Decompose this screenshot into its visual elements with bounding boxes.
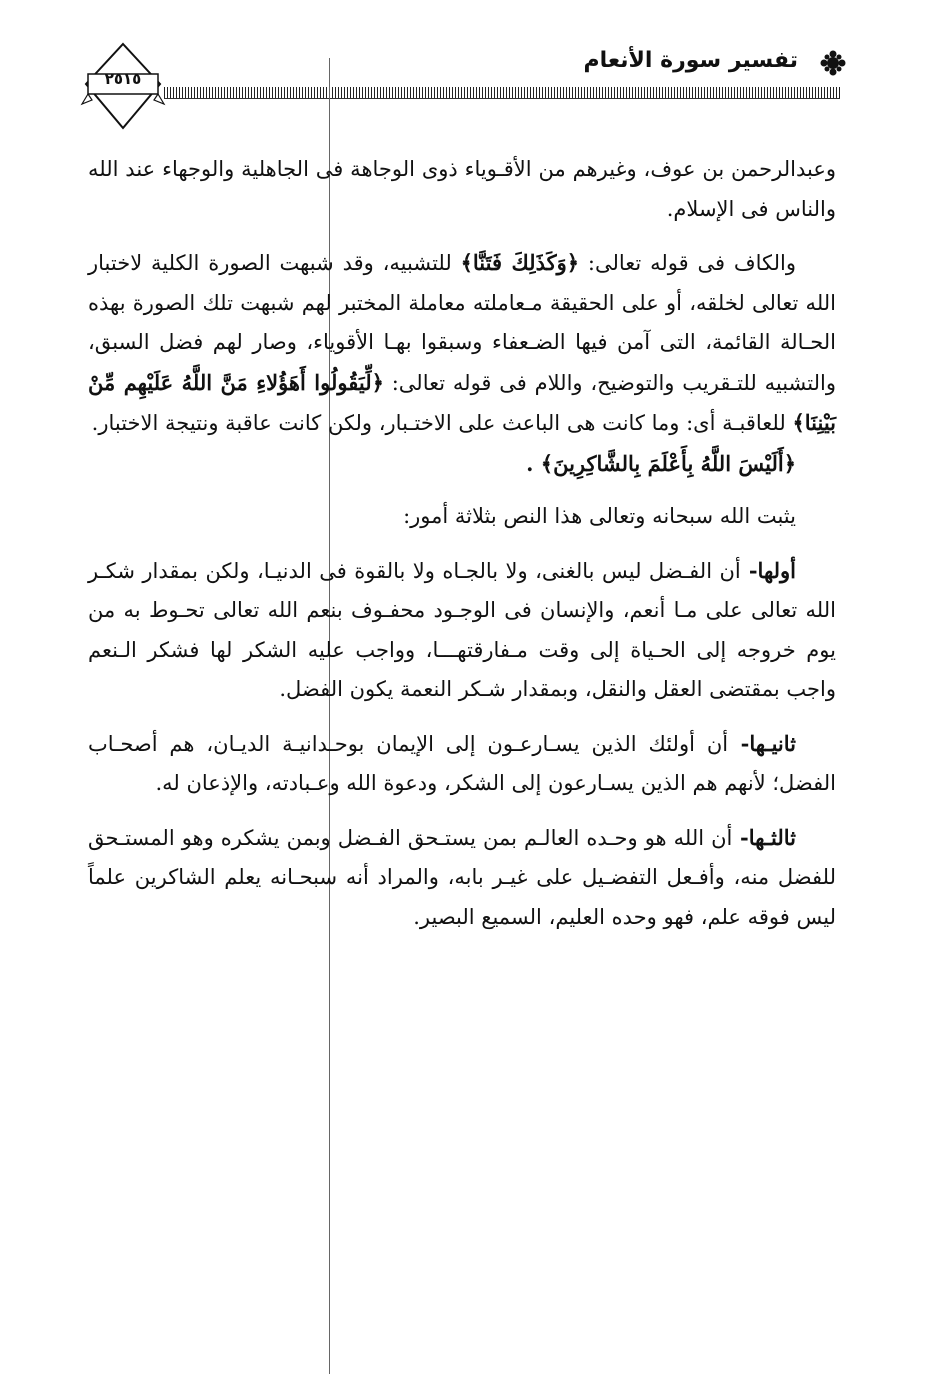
point-third-label: ثالثـها- (732, 824, 796, 850)
paragraph-2-end: للعاقبـة أى: وما كانت هى الباعث على الاختـبار، ولكن كانت عاقبة ونتيجة الاختبار. (91, 411, 793, 435)
point-third (88, 818, 836, 938)
running-title: تفسير سورة الأنعام (583, 48, 798, 73)
page-number-badge (78, 40, 168, 132)
paragraph-2 (88, 243, 836, 444)
paragraph-1-line-1: وعبدالرحمن بن عوف، وغيرهم من الأقـوياء ذوى الوجاهة فى الجاهلية والوجهاء (162, 157, 836, 181)
paragraph-1-line-2: عند الله والناس فى الإسلام. (88, 157, 836, 221)
paragraph-2-middle: للتشبيه، وقد شبهت الصورة الكلية لاختبار الله تعالى لخلقه، أو على الحقيقة مـعاملته معاملة المختبر لهم شبهت تلك الصورة بهذه الحـالة القائمة، التى آمن فيها الضـعفاء وسبقوا بهـا الأقوياء، وصار لهم فضل السبق، والتشبيه للتـقريب والتوضيح، واللام فى قوله تعالى: (88, 251, 837, 395)
quran-verse-heading: ﴿أَلَيْسَ اللَّهُ بِأَعْلَمَ بِالشَّاكِرِينَ﴾ . (526, 450, 796, 476)
paragraph-1 (88, 150, 836, 229)
point-first (88, 551, 836, 710)
paragraph-2-intro: والكاف فى قوله تعالى: (579, 251, 796, 275)
header-divider (164, 98, 840, 99)
point-third-text: أن الله هو وحـده العالـم بمن يستـحق الفـضل وبمن يشكره وهو المستـحق للفضل منه، وأفـعل التفضـيل على غيـر بابه، والمراد أنه سبحـانه يعلم الشاكرين علماً ليس فوقه علم، فهو وحده العليم، السميع البصير. (88, 825, 836, 929)
point-second-text: أن أولئك الذين يسـارعـون إلى الإيمان بوحـدانيـة الديـان، هم أصحـاب الفضل؛ لأنهم هم الذين يسـارعون إلى الشكر، ودعوة الله وعـبادته، والإذعان له. (88, 731, 836, 795)
page-body (88, 150, 836, 937)
page-number: ٢٥١٥ (104, 70, 142, 88)
flower-ornament-icon (820, 50, 846, 76)
quran-verse: ﴿لِّيَقُولُوا أَهَؤُلاءِ مَنَّ اللَّهُ عَلَيْهِم مِّنْ بَيْنِنَا﴾ (88, 369, 836, 435)
point-first-label: أولها- (740, 557, 797, 583)
point-second (88, 724, 836, 804)
page-header (78, 40, 848, 140)
point-second-label: ثانيـها- (728, 730, 796, 756)
paragraph-3: يثبت الله سبحانه وتعالى هذا النص بثلاثة أمور: (403, 504, 796, 528)
quran-verse: ﴿وَكَذَلِكَ فَتَنَّا﴾ (460, 250, 580, 275)
point-first-text: أن الفـضل ليس بالغنى، ولا بالجـاه ولا بالقوة فى الدنيـا، ولكن بمقدار شكـر الله تعالى على مـا أنعم، والإنسان فى الوجـود محفـوف بنعم الله تعالى تحـوط به من يوم خروجه إلى الحـياة إلى وقت مـفارقتهـــا، وواجب عليه الشكر لها فشكر الـنعم واجب بمقتضى العقل والنقل، وبمقدار شـكر النعمة يكون الفضل. (88, 558, 836, 701)
